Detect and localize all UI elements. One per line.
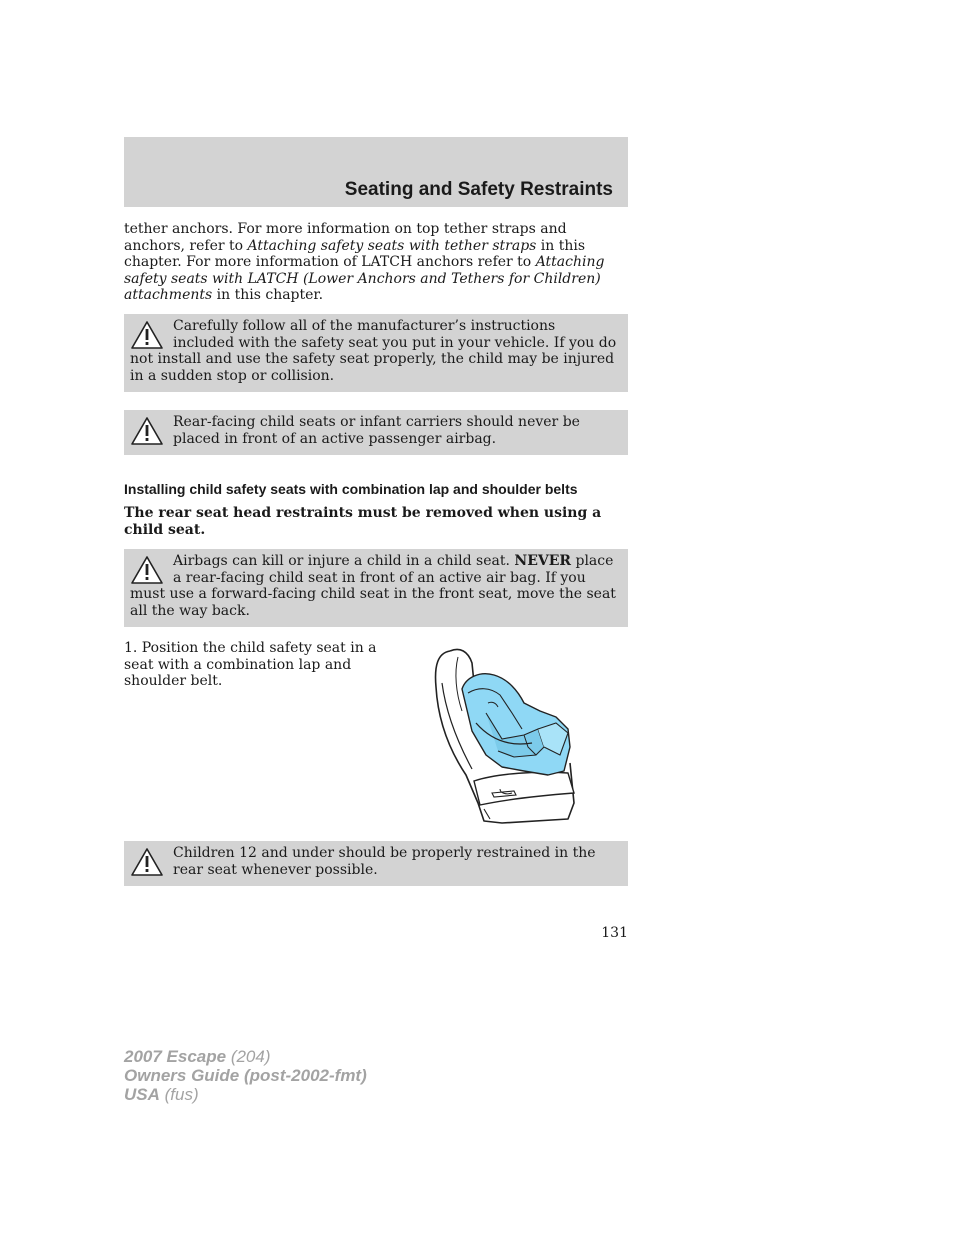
warning-text: place a rear-facing child seat in front of an active air bag. If you must use a forward-facing child seat in the front seat, move the seat all the way back. — [130, 553, 616, 619]
warning-triangle-icon — [130, 555, 164, 585]
child-seat-illustration — [428, 643, 580, 825]
step-1-text: 1. Position the child safety seat in a seat with a combination lap and shoulder belt. — [124, 640, 377, 689]
head-restraint-note: The rear seat head restraints must be removed when using a child seat. — [124, 505, 602, 538]
warning-triangle-icon — [130, 320, 164, 350]
warning-box-1 — [124, 314, 628, 392]
page-number: 131 — [601, 925, 628, 941]
footer-market-code: (fus) — [159, 1085, 199, 1104]
intro-text-2: in this chapter. For more information of LATCH anchors refer to — [124, 237, 586, 270]
footer-model: 2007 Escape — [124, 1047, 227, 1066]
section-heading: Installing child safety seats with combination lap and shoulder belts — [124, 481, 578, 497]
document-footer — [124, 1047, 367, 1104]
latch-reference: Attaching safety seats with LATCH (Lower Anchors and Tethers for Children) attachments — [124, 254, 605, 303]
warning-box-2 — [124, 410, 628, 455]
never-emphasis: NEVER — [514, 553, 572, 569]
tether-straps-reference: Attaching safety seats with tether straps — [247, 237, 537, 254]
warning-triangle-icon — [130, 416, 164, 446]
warning-text: Airbags can kill or injure a child in a child seat. — [173, 553, 515, 569]
warning-text: Children 12 and under should be properly restrained in the rear seat whenever possible. — [173, 845, 596, 878]
warning-text: Rear-facing child seats or infant carriers should never be placed in front of an active passenger airbag. — [173, 414, 580, 447]
footer-model-code: (204) — [226, 1047, 271, 1066]
warning-box-3 — [124, 549, 628, 627]
page-title: Seating and Safety Restraints — [344, 179, 613, 200]
warning-box-4 — [124, 841, 628, 886]
footer-guide: Owners Guide (post-2002-fmt) — [124, 1066, 367, 1085]
warning-text: Carefully follow all of the manufacturer’s instructions included with the safety seat you put in your vehicle. If you do not install and use the safety seat properly, the child may be injured in a sudden stop or collision. — [130, 318, 617, 384]
header-band — [124, 137, 628, 207]
warning-triangle-icon — [130, 847, 164, 877]
intro-paragraph — [124, 221, 628, 304]
intro-text-3: in this chapter. — [212, 287, 324, 303]
footer-market: USA — [124, 1085, 160, 1104]
intro-text-1: tether anchors. For more information on top tether straps and anchors, refer to — [124, 221, 567, 254]
